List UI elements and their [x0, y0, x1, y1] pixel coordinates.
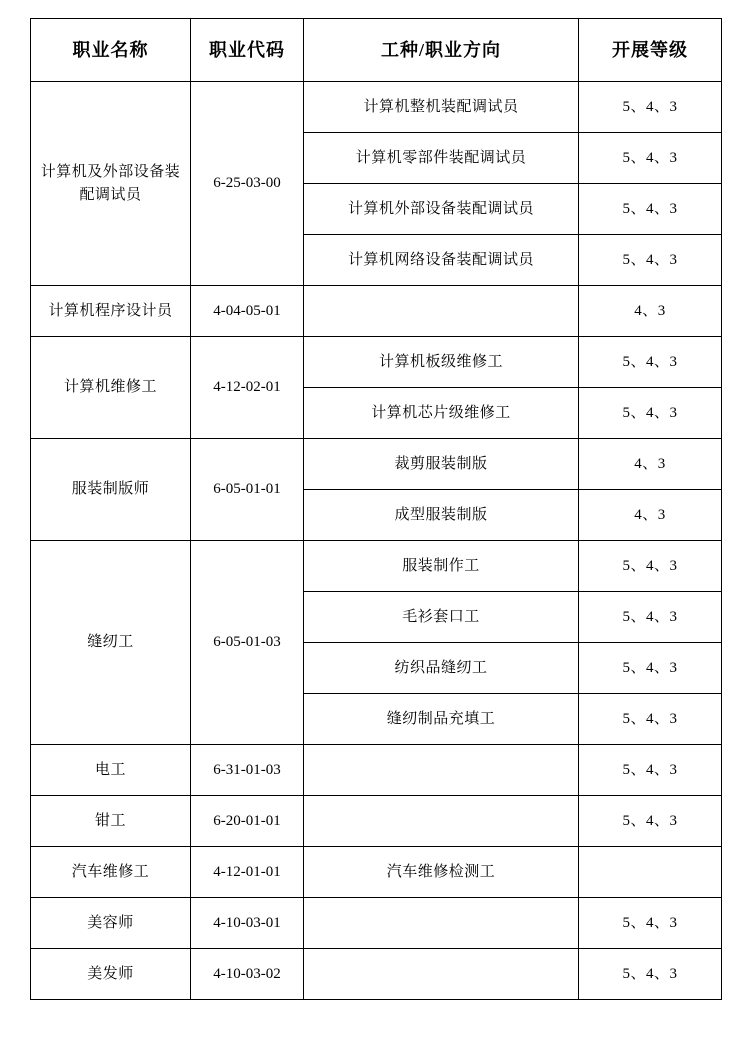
- cell-levels: 5、4、3: [579, 541, 722, 592]
- table-row: [31, 847, 722, 898]
- cell-occupation-name: 美容师: [31, 898, 191, 949]
- cell-levels: 5、4、3: [579, 235, 722, 286]
- cell-job-direction: [304, 286, 579, 337]
- cell-job-direction: 裁剪服装制版: [304, 439, 579, 490]
- cell-occupation-code: 4-10-03-02: [191, 949, 304, 1000]
- cell-levels: 4、3: [579, 490, 722, 541]
- cell-levels: 5、4、3: [579, 796, 722, 847]
- cell-job-direction: 计算机零部件装配调试员: [304, 133, 579, 184]
- cell-occupation-code: 6-31-01-03: [191, 745, 304, 796]
- table-row: [31, 439, 722, 490]
- table-row: [31, 949, 722, 1000]
- cell-occupation-name: 缝纫工: [31, 541, 191, 745]
- cell-levels: 5、4、3: [579, 184, 722, 235]
- column-header-occupation-name: 职业名称: [31, 19, 191, 82]
- cell-job-direction: 缝纫制品充填工: [304, 694, 579, 745]
- cell-occupation-name: 计算机及外部设备装配调试员: [31, 82, 191, 286]
- cell-job-direction: 计算机芯片级维修工: [304, 388, 579, 439]
- table-row: [31, 82, 722, 133]
- cell-levels: 5、4、3: [579, 745, 722, 796]
- cell-levels: 5、4、3: [579, 133, 722, 184]
- cell-job-direction: 汽车维修检测工: [304, 847, 579, 898]
- cell-job-direction: [304, 949, 579, 1000]
- cell-occupation-code: 6-20-01-01: [191, 796, 304, 847]
- cell-job-direction: [304, 745, 579, 796]
- column-header-occupation-code: 职业代码: [191, 19, 304, 82]
- cell-occupation-name: 计算机程序设计员: [31, 286, 191, 337]
- cell-occupation-name: 钳工: [31, 796, 191, 847]
- cell-occupation-code: 4-04-05-01: [191, 286, 304, 337]
- table-row: [31, 286, 722, 337]
- cell-job-direction: 毛衫套口工: [304, 592, 579, 643]
- table-row: [31, 337, 722, 388]
- column-header-levels: 开展等级: [579, 19, 722, 82]
- cell-levels: 5、4、3: [579, 643, 722, 694]
- cell-job-direction: 计算机板级维修工: [304, 337, 579, 388]
- table-row: [31, 745, 722, 796]
- cell-occupation-code: 6-05-01-03: [191, 541, 304, 745]
- cell-occupation-code: 6-25-03-00: [191, 82, 304, 286]
- table-body: [31, 82, 722, 1000]
- cell-occupation-name: 汽车维修工: [31, 847, 191, 898]
- cell-occupation-code: 4-12-02-01: [191, 337, 304, 439]
- cell-levels: 4、3: [579, 286, 722, 337]
- table-header-row: [31, 19, 722, 82]
- occupation-table: [30, 18, 722, 1000]
- cell-occupation-name: 电工: [31, 745, 191, 796]
- cell-job-direction: 纺织品缝纫工: [304, 643, 579, 694]
- table-row: [31, 796, 722, 847]
- cell-job-direction: 计算机网络设备装配调试员: [304, 235, 579, 286]
- table-header: [31, 19, 722, 82]
- cell-levels: 4、3: [579, 439, 722, 490]
- column-header-job-direction: 工种/职业方向: [304, 19, 579, 82]
- cell-levels: 5、4、3: [579, 388, 722, 439]
- cell-occupation-name: 计算机维修工: [31, 337, 191, 439]
- cell-occupation-name: 美发师: [31, 949, 191, 1000]
- cell-levels: 5、4、3: [579, 898, 722, 949]
- cell-job-direction: 计算机整机装配调试员: [304, 82, 579, 133]
- cell-job-direction: [304, 796, 579, 847]
- cell-levels: 5、4、3: [579, 337, 722, 388]
- cell-levels: 5、4、3: [579, 694, 722, 745]
- cell-levels: 5、4、3: [579, 592, 722, 643]
- table-row: [31, 898, 722, 949]
- cell-occupation-name: 服装制版师: [31, 439, 191, 541]
- cell-levels: 5、4、3: [579, 82, 722, 133]
- cell-occupation-code: 4-12-01-01: [191, 847, 304, 898]
- table-row: [31, 541, 722, 592]
- cell-job-direction: 计算机外部设备装配调试员: [304, 184, 579, 235]
- cell-job-direction: 成型服装制版: [304, 490, 579, 541]
- cell-occupation-code: 4-10-03-01: [191, 898, 304, 949]
- cell-job-direction: [304, 898, 579, 949]
- cell-occupation-code: 6-05-01-01: [191, 439, 304, 541]
- cell-job-direction: 服装制作工: [304, 541, 579, 592]
- cell-levels: [579, 847, 722, 898]
- cell-levels: 5、4、3: [579, 949, 722, 1000]
